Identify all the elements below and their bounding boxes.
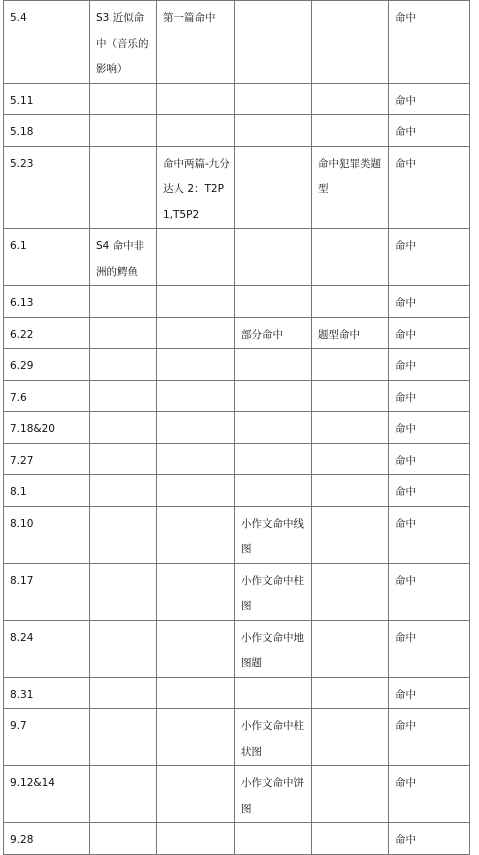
table-row — [4, 115, 470, 147]
col3-cell — [157, 823, 235, 855]
col3-cell — [157, 709, 235, 766]
hit-record-table — [3, 0, 470, 855]
col5-cell: 命中犯罪类题型 — [312, 146, 389, 229]
col5-cell — [312, 823, 389, 855]
col3-cell — [157, 229, 235, 286]
col5-cell: 题型命中 — [312, 317, 389, 349]
col2-cell — [90, 620, 157, 677]
col6-cell: 命中 — [389, 115, 470, 147]
col5-cell — [312, 620, 389, 677]
col3-cell — [157, 506, 235, 563]
col4-cell — [235, 229, 312, 286]
col2-cell — [90, 412, 157, 444]
col6-cell: 命中 — [389, 229, 470, 286]
date-cell: 8.31 — [4, 677, 90, 709]
table-row — [4, 709, 470, 766]
col6-cell: 命中 — [389, 146, 470, 229]
date-cell: 6.1 — [4, 229, 90, 286]
col4-cell — [235, 83, 312, 115]
col3-cell — [157, 443, 235, 475]
col2-cell — [90, 506, 157, 563]
table-row — [4, 443, 470, 475]
col6-cell: 命中 — [389, 286, 470, 318]
col2-cell — [90, 349, 157, 381]
col6-cell: 命中 — [389, 412, 470, 444]
table-row — [4, 146, 470, 229]
table-row — [4, 229, 470, 286]
col5-cell — [312, 506, 389, 563]
col5-cell — [312, 475, 389, 507]
table-row — [4, 620, 470, 677]
date-cell: 6.29 — [4, 349, 90, 381]
col4-cell — [235, 380, 312, 412]
table-row — [4, 412, 470, 444]
col4-cell: 部分命中 — [235, 317, 312, 349]
col4-cell — [235, 443, 312, 475]
col5-cell — [312, 443, 389, 475]
date-cell: 7.18&20 — [4, 412, 90, 444]
col3-cell: 第一篇命中 — [157, 1, 235, 84]
col5-cell — [312, 412, 389, 444]
table-row — [4, 380, 470, 412]
table-body — [4, 1, 470, 855]
col5-cell — [312, 709, 389, 766]
date-cell: 5.4 — [4, 1, 90, 84]
date-cell: 5.18 — [4, 115, 90, 147]
col2-cell — [90, 823, 157, 855]
date-cell: 6.13 — [4, 286, 90, 318]
col5-cell — [312, 380, 389, 412]
col5-cell — [312, 766, 389, 823]
col3-cell — [157, 286, 235, 318]
col6-cell: 命中 — [389, 443, 470, 475]
col3-cell: 命中两篇-九分达人 2：T2P1,T5P2 — [157, 146, 235, 229]
col6-cell: 命中 — [389, 709, 470, 766]
col3-cell — [157, 83, 235, 115]
col5-cell — [312, 115, 389, 147]
col3-cell — [157, 563, 235, 620]
col2-cell — [90, 475, 157, 507]
col3-cell — [157, 349, 235, 381]
col2-cell — [90, 766, 157, 823]
table-row — [4, 475, 470, 507]
col4-cell — [235, 349, 312, 381]
col5-cell — [312, 286, 389, 318]
date-cell: 7.27 — [4, 443, 90, 475]
date-cell: 5.11 — [4, 83, 90, 115]
col2-cell — [90, 380, 157, 412]
col4-cell — [235, 412, 312, 444]
date-cell: 8.17 — [4, 563, 90, 620]
table-row — [4, 349, 470, 381]
col2-cell — [90, 677, 157, 709]
col5-cell — [312, 563, 389, 620]
col5-cell — [312, 349, 389, 381]
col2-cell — [90, 709, 157, 766]
col4-cell — [235, 823, 312, 855]
date-cell: 6.22 — [4, 317, 90, 349]
col5-cell — [312, 83, 389, 115]
table-row — [4, 506, 470, 563]
col4-cell: 小作文命中柱图 — [235, 563, 312, 620]
col4-cell: 小作文命中地图题 — [235, 620, 312, 677]
date-cell: 7.6 — [4, 380, 90, 412]
col4-cell — [235, 475, 312, 507]
table-row — [4, 1, 470, 84]
col4-cell — [235, 115, 312, 147]
col4-cell — [235, 1, 312, 84]
col5-cell — [312, 677, 389, 709]
date-cell: 9.7 — [4, 709, 90, 766]
col3-cell — [157, 475, 235, 507]
date-cell: 8.24 — [4, 620, 90, 677]
table-row — [4, 317, 470, 349]
col3-cell — [157, 317, 235, 349]
col3-cell — [157, 677, 235, 709]
col6-cell: 命中 — [389, 380, 470, 412]
col4-cell: 小作文命中线图 — [235, 506, 312, 563]
date-cell: 9.12&14 — [4, 766, 90, 823]
col6-cell: 命中 — [389, 766, 470, 823]
col6-cell: 命中 — [389, 475, 470, 507]
col5-cell — [312, 1, 389, 84]
col6-cell: 命中 — [389, 677, 470, 709]
col6-cell: 命中 — [389, 317, 470, 349]
col2-cell: S3 近似命中（音乐的影响） — [90, 1, 157, 84]
date-cell: 8.10 — [4, 506, 90, 563]
col6-cell: 命中 — [389, 823, 470, 855]
col5-cell — [312, 229, 389, 286]
col2-cell: S4 命中非洲的鳄鱼 — [90, 229, 157, 286]
col6-cell: 命中 — [389, 83, 470, 115]
col3-cell — [157, 380, 235, 412]
table-row — [4, 823, 470, 855]
col2-cell — [90, 115, 157, 147]
table-row — [4, 677, 470, 709]
col4-cell — [235, 677, 312, 709]
col4-cell — [235, 286, 312, 318]
col6-cell: 命中 — [389, 620, 470, 677]
col6-cell: 命中 — [389, 1, 470, 84]
col3-cell — [157, 412, 235, 444]
col6-cell: 命中 — [389, 349, 470, 381]
col6-cell: 命中 — [389, 563, 470, 620]
col3-cell — [157, 766, 235, 823]
col2-cell — [90, 563, 157, 620]
col4-cell: 小作文命中柱状图 — [235, 709, 312, 766]
table-row — [4, 286, 470, 318]
table-row — [4, 563, 470, 620]
col2-cell — [90, 83, 157, 115]
col4-cell: 小作文命中饼图 — [235, 766, 312, 823]
date-cell: 9.28 — [4, 823, 90, 855]
date-cell: 5.23 — [4, 146, 90, 229]
table-row — [4, 83, 470, 115]
col2-cell — [90, 443, 157, 475]
col2-cell — [90, 146, 157, 229]
col3-cell — [157, 115, 235, 147]
col4-cell — [235, 146, 312, 229]
col2-cell — [90, 317, 157, 349]
col3-cell — [157, 620, 235, 677]
table-row — [4, 766, 470, 823]
date-cell: 8.1 — [4, 475, 90, 507]
col2-cell — [90, 286, 157, 318]
col6-cell: 命中 — [389, 506, 470, 563]
